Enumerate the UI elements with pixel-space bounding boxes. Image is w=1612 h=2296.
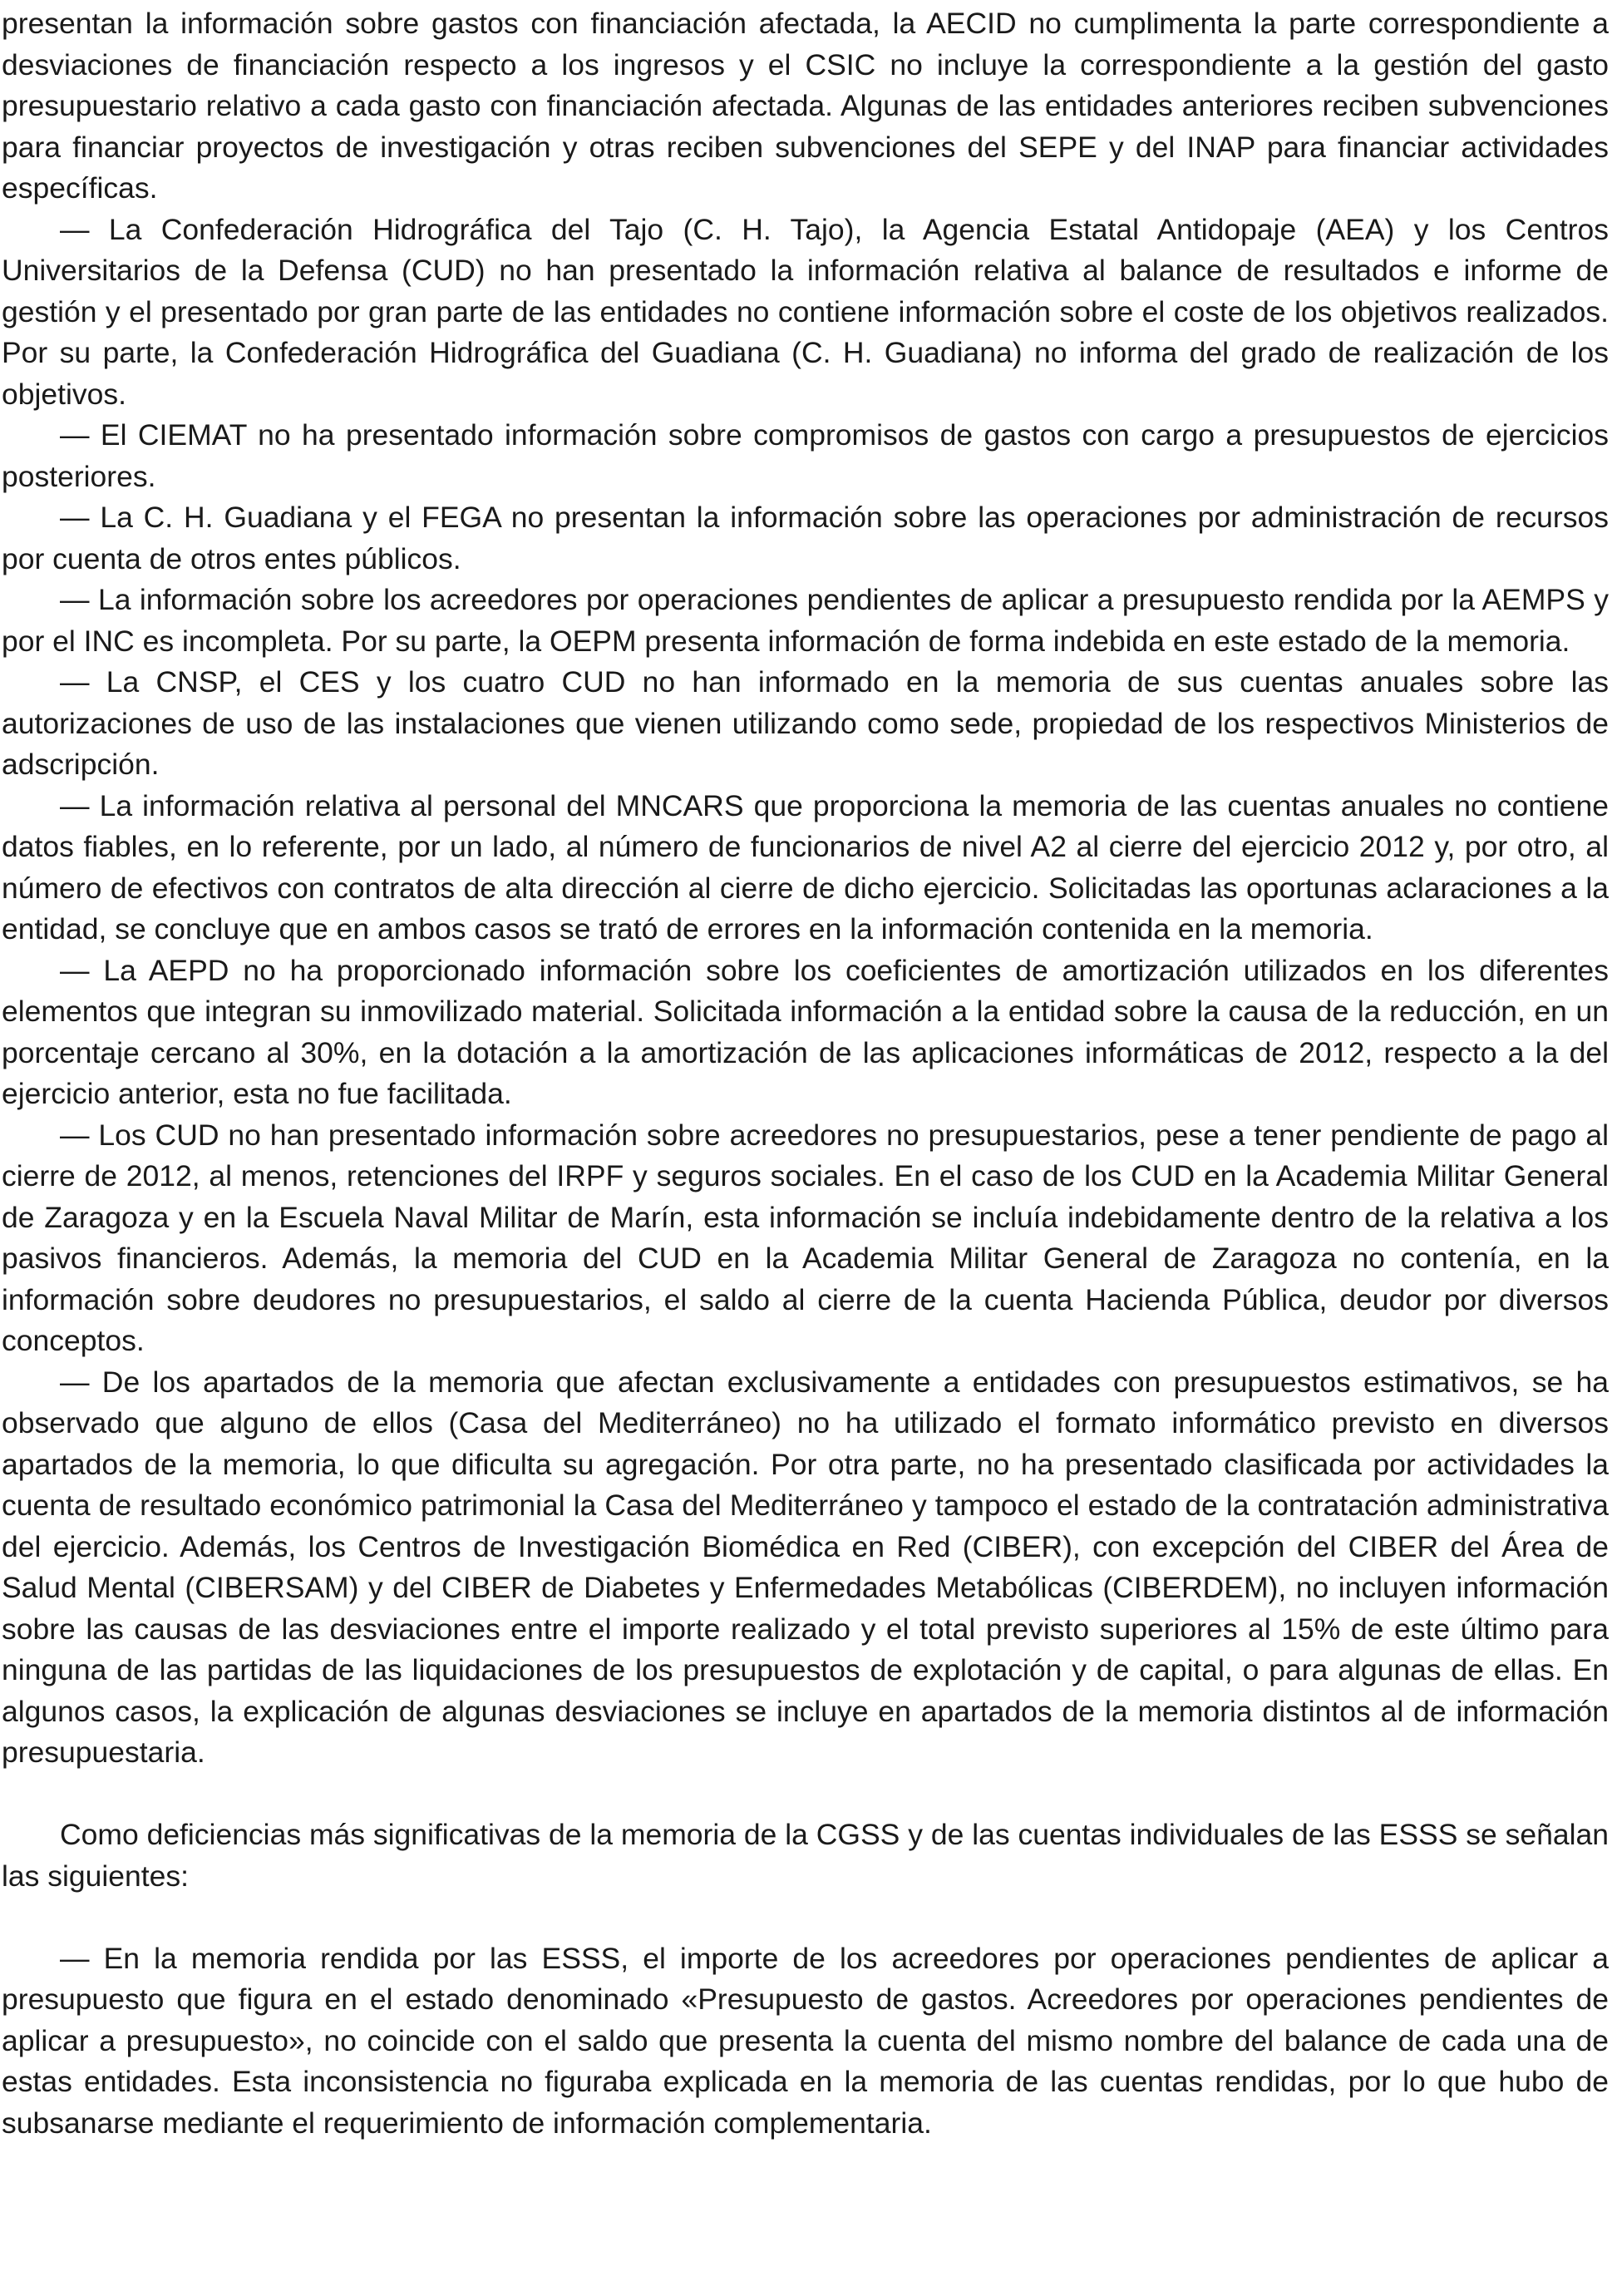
list-item-aepd: — La AEPD no ha proporcionado información sobre los coeficientes de amortización utilizados en los diferentes elementos que integran su inmovilizado material. Solicitada información a la entidad sobre la causa de la reducción, en un porcentaje cercano al 30%, en la dotación a la amortización de las aplicaciones informáticas de 2012, respecto a la del ejercicio anterior, esta no fue facilitada. [2,953,1609,1110]
list-item-aemps-inc: — La información sobre los acreedores por operaciones pendientes de aplicar a presupuesto rendida por la AEMPS y por el INC es incompleta. Por su parte, la OEPM presenta información de forma indebida en este estado de la memoria. [2,583,1609,658]
list-item-ch-guadiana-fega: — La C. H. Guadiana y el FEGA no presentan la información sobre las operaciones por administración de recursos por cuenta de otros entes públicos. [2,501,1609,575]
paragraph-continuation: presentan la información sobre gastos con financiación afectada, la AECID no cumplimenta la parte correspondiente a desviaciones de financiación respecto a los ingresos y el CSIC no incluye la correspondiente a la gestión del gasto presupuestario relativo a cada gasto con financiación afectada. Algunas de las entidades anteriores reciben subvenciones para financiar proyectos de investigación y otras reciben subvenciones del SEPE y del INAP para financiar actividades específicas. [2,7,1609,205]
list-item-mncars: — La información relativa al personal del MNCARS que proporciona la memoria de las cuentas anuales no contiene datos fiables, en lo referente, por un lado, al número de funcionarios de nivel A2 al cierre del ejercicio 2012 y, por otro, al número de efectivos con contratos de alta dirección al cierre de dicho ejercicio. Solicitadas las oportunas aclaraciones a la entidad, se concluye que en ambos casos se trató de errores en la información contenida en la memoria. [2,788,1609,946]
list-item-cud: — Los CUD no han presentado información sobre acreedores no presupuestarios, pese a tener pendiente de pago al cierre de 2012, al menos, retenciones del IRPF y seguros sociales. En el caso de los CUD en la Academia Militar General de Zaragoza y en la Escuela Naval Militar de Marín, esta información se incluía indebidamente dentro de la relativa a los pasivos financieros. Además, la memoria del CUD en la Academia Militar General de Zaragoza no contenía, en la información sobre deudores no presupuestarios, el saldo al cierre de la cuenta Hacienda Pública, deudor por diversos conceptos. [2,1118,1609,1357]
list-item-ciemat: — El CIEMAT no ha presentado información sobre compromisos de gastos con cargo a presupuestos de ejercicios posteriores. [2,418,1609,493]
list-item-cnsp-ces: — La CNSP, el CES y los cuatro CUD no han informado en la memoria de sus cuentas anuales sobre las autorizaciones de uso de las instalaciones que vienen utilizando como sede, propiedad de los respectivos Ministerios de adscripción. [2,665,1609,781]
list-item-presupuestos-estimativos: — De los apartados de la memoria que afectan exclusivamente a entidades con presupuestos estimativos, se ha observado que alguno de ellos (Casa del Mediterráneo) no ha utilizado el formato informático previsto en diversos apartados de la memoria, lo que dificulta su agregación. Por otra parte, no ha presentado clasificada por actividades la cuenta de resultado económico patrimonial la Casa del Mediterráneo y tampoco el estado de la contratación administrativa del ejercicio. Además, los Centros de Investigación Biomédica en Red (CIBER), con excepción del CIBER del Área de Salud Mental (CIBERSAM) y del CIBER de Diabetes y Enfermedades Metabólicas (CIBERDEM), no incluyen información sobre las causas de las desviaciones entre el importe realizado y el total previsto superiores al 15% de este último para ninguna de las partidas de las liquidaciones de los presupuestos de explotación y de capital, o para algunas de ellas. En algunos casos, la explicación de algunas desviaciones se incluye en apartados de la memoria distintos al de información presupuestaria. [2,1365,1609,1769]
list-item-esss: — En la memoria rendida por las ESSS, el importe de los acreedores por operaciones pendientes de aplicar a presupuesto que figura en el estado denominado «Presupuesto de gastos. Acreedores por operaciones pendientes de aplicar a presupuesto», no coincide con el saldo que presenta la cuenta del mismo nombre del balance de cada una de estas entidades. Esta inconsistencia no figuraba explicada en la memoria de las cuentas rendidas, por lo que hubo de subsanarse mediante el requerimiento de información complementaria. [2,1941,1609,2140]
list-item-ch-tajo: — La Confederación Hidrográfica del Tajo (C. H. Tajo), la Agencia Estatal Antidopaje (AEA) y los Centros Universitarios de la Defensa (CUD) no han presentado la información relativa al balance de resultados e informe de gestión y el presentado por gran parte de las entidades no contiene información sobre el coste de los objetivos realizados. Por su parte, la Confederación Hidrográfica del Guadiana (C. H. Guadiana) no informa del grado de realización de los objetivos. [2,212,1609,411]
paragraph-cgss-intro: Como deficiencias más significativas de la memoria de la CGSS y de las cuentas individuales de las ESSS se señalan las siguientes: [2,1818,1609,1893]
